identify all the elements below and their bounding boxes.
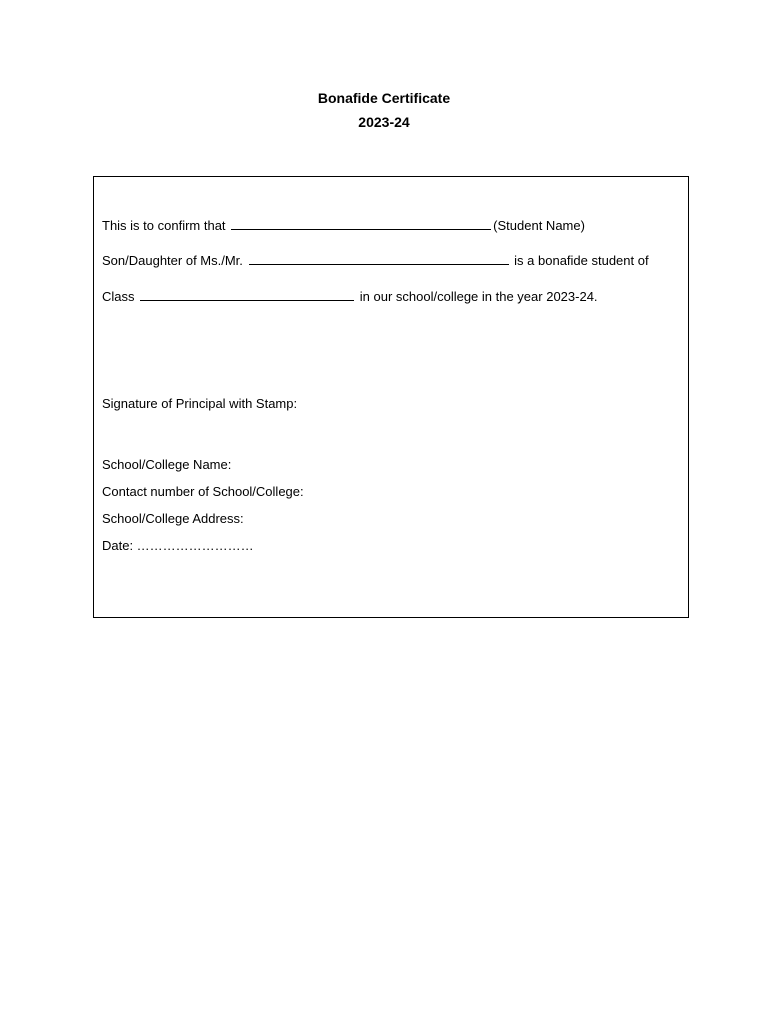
certificate-box	[93, 176, 689, 618]
parent-line-prefix: Son/Daughter of Ms./Mr.	[102, 253, 243, 268]
contact-label: Contact number of School/College:	[102, 484, 304, 499]
confirm-line-suffix: (Student Name)	[493, 218, 585, 233]
class-line-suffix: in our school/college in the year 2023-24.	[359, 289, 598, 304]
confirm-line	[102, 217, 585, 235]
address-label: School/College Address:	[102, 511, 244, 526]
class-line-prefix: Class	[102, 289, 135, 304]
signature-label: Signature of Principal with Stamp:	[102, 396, 298, 411]
date-label: Date: ………………………	[102, 538, 254, 553]
student-name-blank	[231, 217, 491, 230]
confirm-line-prefix: This is to confirm that	[102, 218, 226, 233]
class-line	[102, 288, 598, 306]
page-title: Bonafide Certificate	[317, 90, 451, 106]
parent-line-suffix: is a bonafide student of	[514, 253, 649, 268]
school-name-label: School/College Name:	[102, 457, 232, 472]
page-subtitle-year: 2023-24	[358, 114, 410, 130]
parent-name-blank	[249, 252, 509, 265]
class-blank	[140, 288, 354, 301]
parent-line	[102, 252, 649, 270]
